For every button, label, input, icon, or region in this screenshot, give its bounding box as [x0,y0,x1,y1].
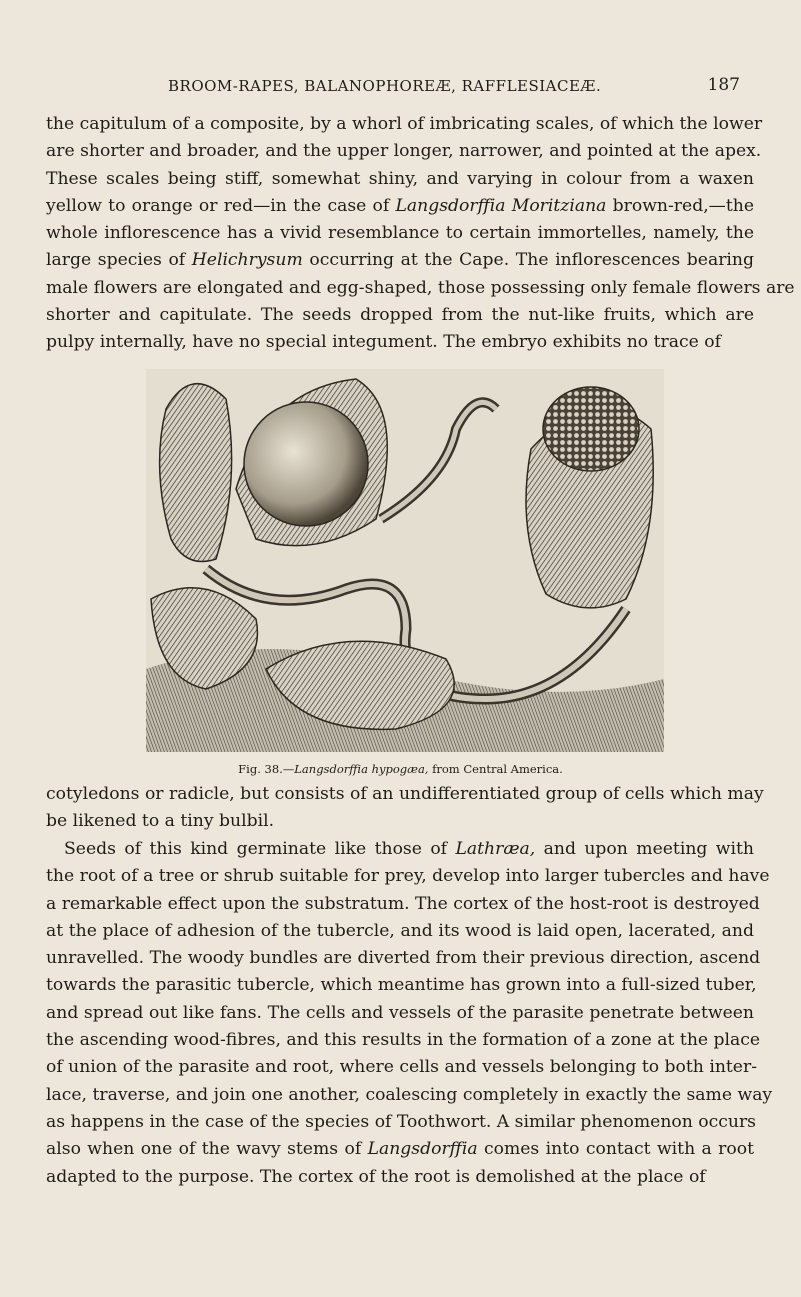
text-line: as happens in the case of the species of Toothwort. A similar phenomenon occurs [46,1111,756,1132]
text-line: shorter and capitulate. The seeds dropped from the nut-like fruits, which are [46,305,754,326]
figure-caption: Fig. 38.—Langsdorffia hypogæa, from Central America. [238,762,563,776]
text-line: the root of a tree or shrub suitable for prey, develop into larger tubercles and have [46,866,770,887]
text-line: whole inflorescence has a vivid resemblance to certain immortelles, namely, the [46,223,754,244]
text-line: lace, traverse, and join one another, coalescing completely in exactly the same way [46,1084,773,1105]
text-line: towards the parasitic tubercle, which meantime has grown into a full-sized tuber, [46,975,757,996]
text-line: the capitulum of a composite, by a whorl of imbricating scales, of which the lower [46,114,763,134]
text-line: and spread out like fans. The cells and vessels of the parasite penetrate between [46,1002,754,1023]
text-line: be likened to a tiny bulbil. [46,811,275,832]
text-line: are shorter and broader, and the upper longer, narrower, and pointed at the apex. [46,141,762,162]
running-header: BROOM-RAPES, BALANOPHOREÆ, RAFFLESIACEÆ. [168,77,602,95]
text-line: yellow to orange or red—in the case of Langsdorffia Moritziana brown-red,—the [46,195,754,216]
paragraph-top [46,111,795,357]
text-line: at the place of adhesion of the tubercle, and its wood is laid open, lacerated, and [46,920,754,941]
text-line: Seeds of this kind germinate like those of Lathræa, and upon meeting with [64,839,754,859]
text-line: unravelled. The woody bundles are diverted from their previous direction, ascend [46,948,761,969]
paragraph-main [46,836,773,1191]
text-line: adapted to the purpose. The cortex of the root is demolished at the place of [46,1166,706,1187]
text-line: large species of Helichrysum occurring at the Cape. The inflorescences bearing [46,250,754,271]
text-line: These scales being stiff, somewhat shiny, and varying in colour from a waxen [46,168,754,189]
text-line: pulpy internally, have no special integument. The embryo exhibits no trace of [46,332,721,353]
paragraph-continued [46,781,764,836]
text-line: the ascending wood-fibres, and this results in the formation of a zone at the place [46,1030,761,1051]
text-line: male flowers are elongated and egg-shaped, those possessing only female flowers are [46,277,795,298]
figure-illustration [146,369,664,752]
text-line: cotyledons or radicle, but consists of an undifferentiated group of cells which may [46,784,764,804]
text-line: also when one of the wavy stems of Langsdorffia comes into contact with a root [46,1139,754,1160]
page-number: 187 [707,75,740,95]
text-line: a remarkable effect upon the substratum. The cortex of the host-root is destroyed [46,893,760,914]
text-line: of union of the parasite and root, where cells and vessels belonging to both inter- [46,1057,758,1078]
